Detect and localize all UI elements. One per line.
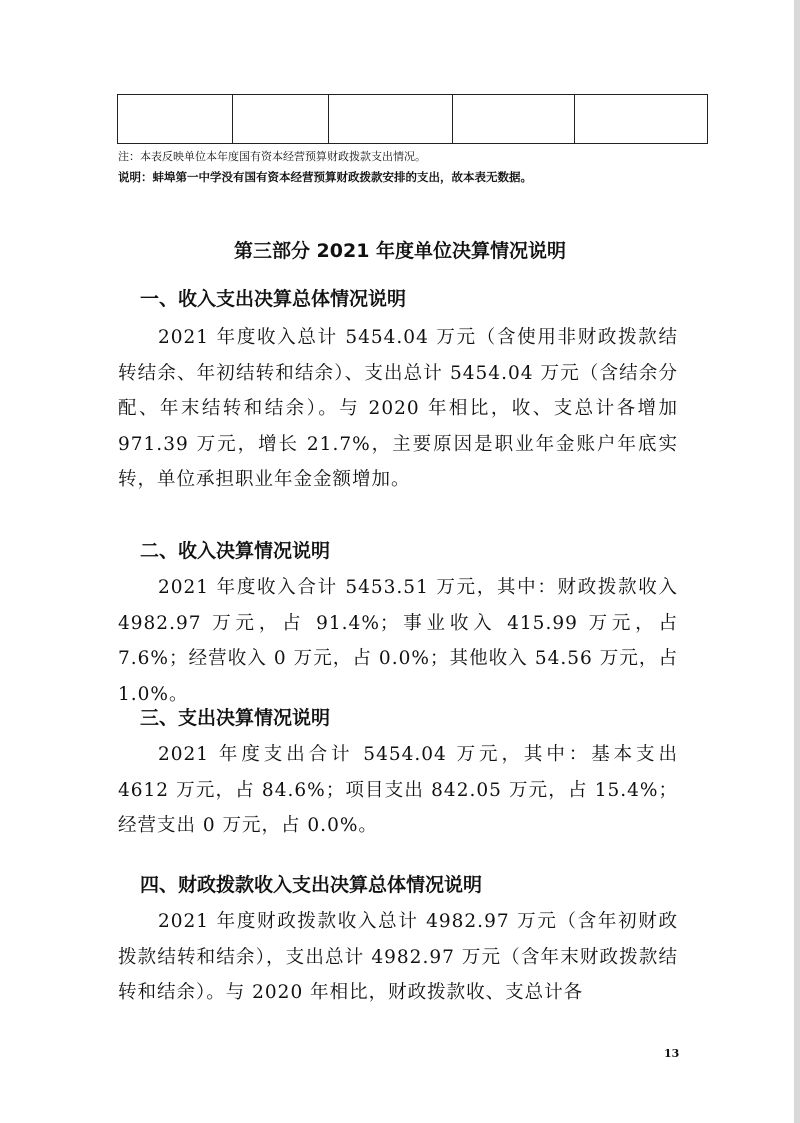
table-cell	[118, 95, 233, 144]
section-body-fiscal-appropriation: 2021 年度财政拨款收入总计 4982.97 万元（含年初财政拨款结转和结余），支出总计 4982.97 万元（含年末财政拨款结转和结余）。与 2020 年相比，财政拨款收、支总计各	[118, 911, 678, 1003]
table-cell	[453, 95, 575, 144]
section-body-expenditure: 2021 年度支出合计 5454.04 万元，其中：基本支出 4612 万元，占 84.6%；项目支出 842.05 万元，占 15.4%；经营支出 0 万元，占 0.0%。	[118, 744, 678, 836]
table-cell	[575, 95, 708, 144]
table-cell	[329, 95, 453, 144]
page-number: 13	[664, 1047, 680, 1060]
section-heading-expenditure: 三、支出决算情况说明	[140, 707, 331, 729]
page-edge-shadow	[794, 0, 800, 1123]
section-body-overview: 2021 年度收入总计 5454.04 万元（含使用非财政拨款结转结余、年初结转和结余）、支出总计 5454.04 万元（含结余分配、年末结转和结余）。与 2020 年相比，收、支总计各增加 971.39 万元，增长 21.7%，主要原因是职业年金账户年底实转，单位承担职业年金金额增加。	[118, 327, 678, 490]
table-cell	[233, 95, 329, 144]
section-heading-fiscal-appropriation: 四、财政拨款收入支出决算总体情况说明	[140, 874, 483, 896]
part-title: 第三部分 2021 年度单位决算情况说明	[233, 240, 567, 262]
table-note: 注：本表反映单位本年度国有资本经营预算财政拨款支出情况。	[118, 150, 426, 163]
table-explanation: 说明：蚌埠第一中学没有国有资本经营预算财政拨款安排的支出，故本表无数据。	[118, 170, 532, 184]
section-heading-overview: 一、收入支出决算总体情况说明	[140, 288, 407, 310]
table-row	[118, 95, 708, 144]
empty-data-table	[117, 94, 708, 144]
section-heading-income: 二、收入决算情况说明	[140, 540, 331, 562]
section-body-income: 2021 年度收入合计 5453.51 万元，其中：财政拨款收入 4982.97 万元，占 91.4%；事业收入 415.99 万元，占 7.6%；经营收入 0 万元，占 0.0%；其他收入 54.56 万元，占 1.0%。	[118, 577, 678, 705]
